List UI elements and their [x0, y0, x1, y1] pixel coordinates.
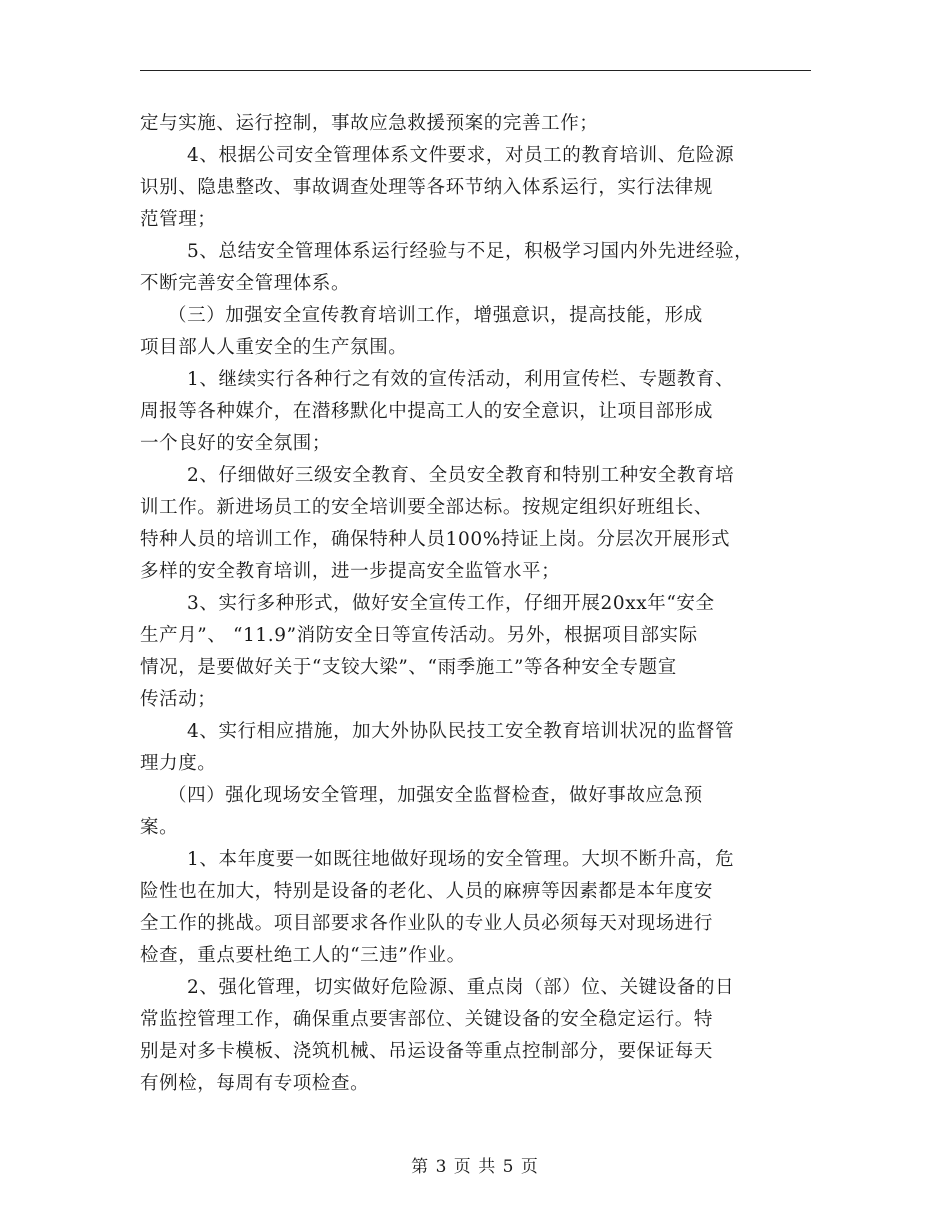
header-rule [140, 70, 811, 71]
text-line: 检查，重点要杜绝工人的“三违”作业。 [140, 945, 466, 966]
text-line: 险性也在加大，特别是设备的老化、人员的麻痹等因素都是本年度安 [140, 881, 714, 902]
text-line: 生产月”、 “11.9”消防安全日等宣传活动。另外，根据项目部实际 [140, 625, 698, 646]
text-line: 别是对多卡模板、浇筑机械、吊运设备等重点控制部分，要保证每天 [140, 1041, 714, 1062]
page-number: 第 3 页 共 5 页 [411, 1157, 539, 1177]
text-line: 3、实行多种形式，做好安全宣传工作，仔细开展20xx年“安全 [187, 593, 715, 614]
text-line: 一个良好的安全氛围； [140, 433, 332, 454]
text-line: 项目部人人重安全的生产氛围。 [140, 337, 408, 358]
text-line: 常监控管理工作，确保重点要害部位、关键设备的安全稳定运行。特 [140, 1009, 714, 1030]
text-line: 2、仔细做好三级安全教育、全员安全教育和特别工种安全教育培 [187, 465, 735, 486]
text-line: 识别、隐患整改、事故调查处理等各环节纳入体系运行，实行法律规 [140, 177, 714, 198]
text-line: 定与实施、运行控制，事故应急救援预案的完善工作； [140, 113, 599, 134]
text-line: 传活动； [140, 689, 217, 710]
text-line: 2、强化管理，切实做好危险源、重点岗（部）位、关键设备的日 [187, 977, 735, 998]
section-heading-line: （四）强化现场安全管理，加强安全监督检查，做好事故应急预 [168, 785, 703, 806]
text-line: 5、总结安全管理体系运行经验与不足，积极学习国内外先进经验， [187, 241, 754, 262]
text-line: 周报等各种媒介，在潜移默化中提高工人的安全意识，让项目部形成 [140, 401, 714, 422]
text-line: 案。 [140, 817, 179, 838]
text-line: 不断完善安全管理体系。 [140, 273, 351, 294]
text-line: 1、本年度要一如既往地做好现场的安全管理。大坝不断升高，危 [187, 849, 735, 870]
text-line: 4、根据公司安全管理体系文件要求，对员工的教育培训、危险源 [187, 145, 735, 166]
text-line: 范管理； [140, 209, 217, 230]
text-line: 全工作的挑战。项目部要求各作业队的专业人员必须每天对现场进行 [140, 913, 714, 934]
section-heading-line: （三）加强安全宣传教育培训工作，增强意识，提高技能，形成 [168, 305, 703, 326]
document-body [140, 108, 830, 1100]
text-line: 4、实行相应措施，加大外协队民技工安全教育培训状况的监督管 [187, 721, 735, 742]
text-line: 多样的安全教育培训，进一步提高安全监管水平； [140, 561, 561, 582]
text-line: 训工作。新进场员工的安全培训要全部达标。按规定组织好班组长、 [140, 497, 714, 518]
text-line: 理力度。 [140, 753, 217, 774]
text-line: 特种人员的培训工作，确保特种人员100%持证上岗。分层次开展形式 [140, 529, 731, 550]
text-line: 1、继续实行各种行之有效的宣传活动，利用宣传栏、专题教育、 [187, 369, 735, 390]
text-line: 有例检，每周有专项检查。 [140, 1073, 370, 1094]
text-line: 情况，是要做好关于“支铰大梁”、“雨季施工”等各种安全专题宣 [140, 657, 677, 678]
